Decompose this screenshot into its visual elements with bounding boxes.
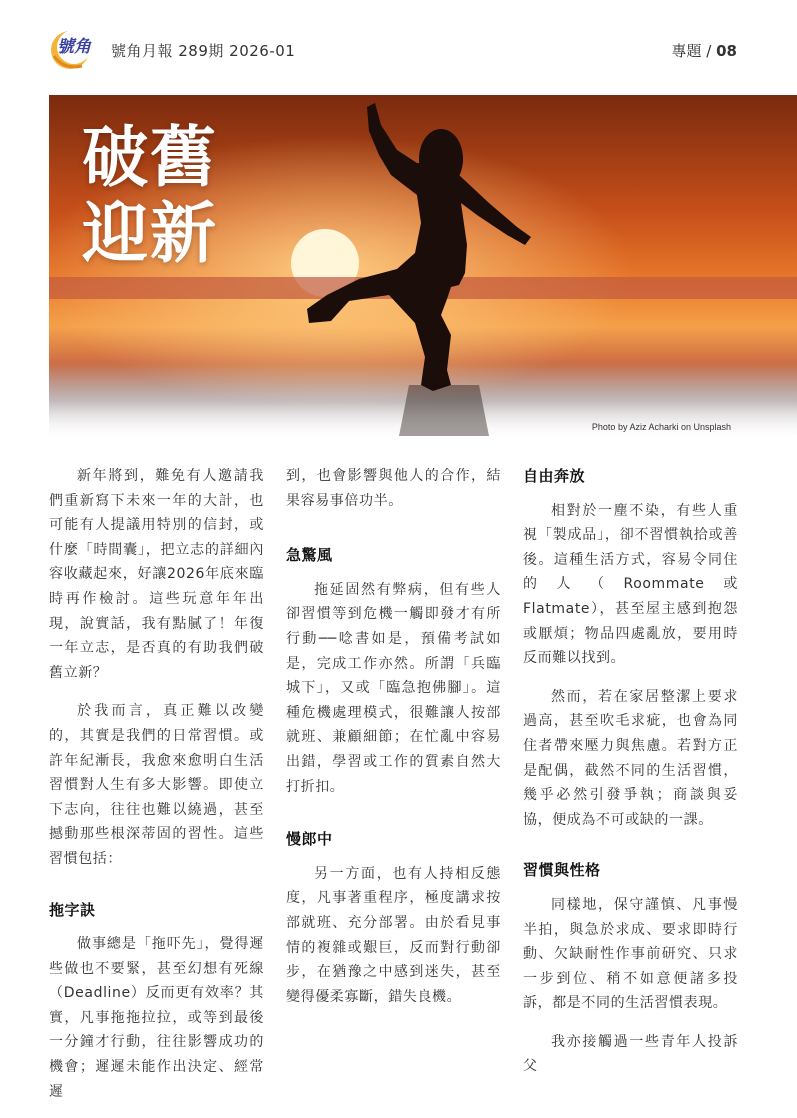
freestyle-paragraph-1: 相對於一塵不染，有些人重視「製成品」，卻不習慣執拾或善後。這種生活方式，容易令同住的人（Roommate或Flatmate），甚至屋主感到抱怨或厭煩；物品四處亂放，要用時反而難以找到。	[523, 502, 738, 667]
feature-title	[82, 120, 218, 272]
logo-text: 號角	[57, 37, 91, 57]
section-name: 專題	[671, 42, 702, 60]
freestyle-paragraph-2: 然而，若在家居整潔上要求過高，甚至吹毛求疵，也會為同住者帶來壓力與焦慮。若對方正是配偶，截然不同的生活習慣，幾乎必然引發爭執；商談與妥協，便成為不可或缺的一課。	[523, 688, 738, 828]
page-header	[0, 0, 797, 80]
slow-paragraph: 另一方面，也有人持相反態度，凡事著重程序，極度講求按部就班、充分部署。由於看見事情的複雜或艱巨，反而對行動卻步，在猶豫之中感到迷失，甚至變得優柔寡斷，錯失良機。	[286, 865, 501, 1005]
procrastination-paragraph-cont: 到，也會影響與他人的合作，結果容易事倍功半。	[286, 468, 501, 509]
section-heading-rush: 急驚風	[286, 546, 333, 565]
section-heading-procrastination: 拖字訣	[49, 900, 96, 919]
section-label	[672, 40, 738, 61]
rush-paragraph: 拖延固然有弊病，但有些人卻習慣等到危機一觸即發才有所行動──唸書如是，預備考試如是，完成工作亦然。所謂「兵臨城下」，又或「臨急抱佛腳」。這種危機處理模式，很難讓人按部就班、兼顧細節；在忙亂中容易出錯，學習或工作的質素自然大打折扣。	[286, 581, 501, 795]
habits-paragraph-1: 同樣地，保守謹慎、凡事慢半拍，與急於求成、要求即時行動、欠缺耐性作事前研究、只求一步到位、稍不如意便諸多投訴，都是不同的生活習慣表現。	[523, 896, 738, 1012]
article-column-2	[286, 464, 501, 1023]
section-heading-freestyle: 自由奔放	[523, 467, 586, 485]
section-heading-slow: 慢郎中	[286, 830, 333, 849]
photo-credit: Photo by Aziz Acharki on Unsplash	[591, 422, 731, 432]
article-column-3	[523, 464, 738, 1093]
intro-paragraph-2: 於我而言，真正難以改變的，其實是我們的日常習慣。或許年紀漸長，我愈來愈明白生活習慣對人生有多大影響。即使立下志向，往往也難以繞過，甚至撼動那些根深蒂固的習性。這些習慣包括：	[49, 703, 264, 867]
habits-paragraph-2: 我亦接觸過一些青年人投訴父	[523, 1033, 738, 1075]
magazine-logo	[48, 26, 94, 72]
title-line-2: 迎新	[82, 195, 218, 272]
title-line-1: 破舊	[82, 119, 218, 196]
page-number: 08	[716, 42, 737, 60]
publication-info: 號角月報 289期 2026-01	[111, 42, 296, 60]
procrastination-paragraph: 做事總是「拖吓先」，覺得遲些做也不要緊，甚至幻想有死線（Deadline）反而更有效率？其實，凡事拖拖拉拉，或等到最後一分鐘才行動，往往影響成功的機會；遲遲未能作出決定、經常遲	[49, 936, 264, 1100]
intro-paragraph-1: 新年將到，難免有人邀請我們重新寫下未來一年的大計，也可能有人提議用特別的信封，或什麼「時間囊」，把立志的詳細內容收藏起來，好讓2026年底來臨時再作檢討。這些玩意年年出現，說實話，我有點膩了！年復一年立志，是否真的有助我們破舊立新？	[49, 468, 264, 681]
article-column-1	[49, 464, 264, 1118]
section-separator: /	[706, 42, 717, 60]
section-heading-habits-personality: 習慣與性格	[523, 861, 601, 880]
